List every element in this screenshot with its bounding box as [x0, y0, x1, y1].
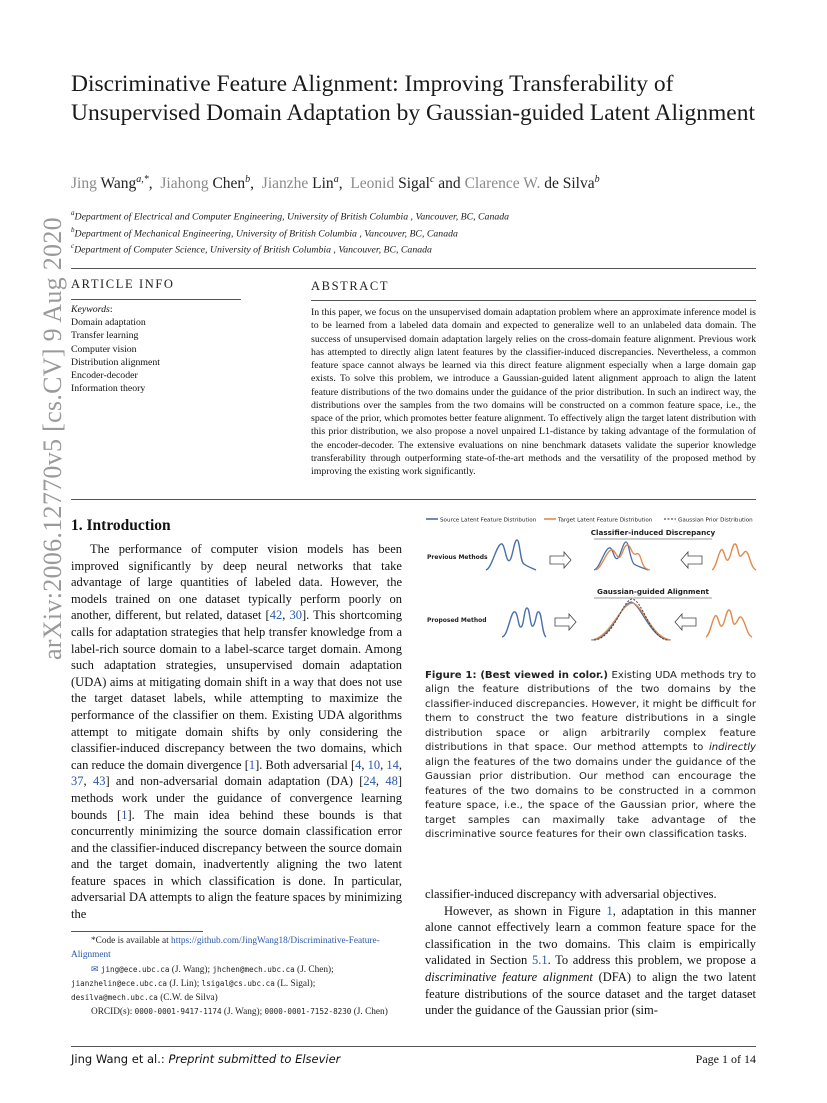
email-link[interactable]: jhchen@mech.ubc.ca: [212, 964, 295, 974]
keyword: Computer vision: [71, 343, 137, 355]
paper-title: Discriminative Feature Alignment: Improving Transferability of Unsupervised Domain Adaptation by Gaussian-guided Latent Alignment: [71, 71, 755, 126]
page-number: Page 1 of 14: [695, 1052, 756, 1066]
row2-source-curve: [502, 608, 546, 637]
intro-paragraph: The performance of computer vision models has been improved significantly by deep neural networks that take advantage of large quantities of labeled data. However, the models trained on one dataset typically perform poorly on another, different, but related, dataset [42, 30]. This shortcoming calls for adaptation strategies that help transfer knowledge from a label-rich source domain to a label-scarce target domain. Among such adaptation strategies, unsupervised domain adaptation (UDA) aims at mitigating domain shift in a way that does not use the target dataset labels, while attempting to maximize the performance of the classifier on them. Existing UDA algorithms attempt to mitigate domain shifts by only considering the classifier-induced discrepancy between the two domains, which can reduce the domain divergence [1]. Both adversarial [4, 10, 14, 37, 43] and non-adversarial domain adaptation (DA) [24, 48] methods work under the guidance of convergence learning bounds [1]. The main idea behind these bounds is that concurrently minimizing the source domain classification error and the classifier-induced discrepancy between the source domain and the target domain, inadvertently aligning the two latent feature spaces in which classification is done. In particular, adversarial DA attempts to align the feature spaces by minimizing the: [71, 542, 403, 922]
row2-label: Proposed Method: [427, 617, 487, 624]
affiliation: $^a$Department of Electrical and Computer Engineering, University of British Columbia , Vancouver, BC, Canada: [71, 209, 510, 223]
article-info-heading: ARTICLE INFO: [71, 277, 175, 291]
keyword: Encoder-decoder: [71, 370, 138, 382]
citation-link[interactable]: 30: [289, 608, 302, 623]
author[interactable]: Jing Wang$^{a,*}$: [71, 174, 149, 193]
email-link[interactable]: jing@ece.ubc.ca: [100, 964, 170, 974]
citation-link[interactable]: 42: [269, 608, 283, 623]
row2-target-curve: [706, 610, 752, 637]
row1-source-curve: [486, 540, 536, 570]
abstract-heading: ABSTRACT: [311, 279, 390, 293]
citation-link[interactable]: 24: [363, 774, 376, 789]
citation-link[interactable]: 1: [248, 757, 256, 772]
affiliation: $^c$Department of Computer Science, University of British Columbia , Vancouver, BC, Canada: [71, 242, 432, 256]
citation-link[interactable]: 37: [71, 774, 84, 789]
email-link[interactable]: desilva@mech.ubc.ca: [71, 993, 158, 1003]
keywords-block: Keywords: Domain adaptation Transfer learning Computer vision Distribution alignment Encoder-decoder Information theory: [71, 303, 241, 395]
keyword: Information theory: [71, 383, 146, 395]
citation-link[interactable]: 4: [355, 757, 362, 772]
section-link[interactable]: 5.1: [531, 953, 548, 968]
row1-mid-target-curve: [596, 545, 650, 570]
keywords-label: Keywords: [71, 304, 110, 315]
divider: [311, 300, 756, 301]
row1-label: Previous Methods: [427, 554, 488, 561]
email-icon: ✉: [91, 964, 99, 975]
author[interactable]: Leonid Sigal$^c$: [350, 174, 435, 193]
citation-link[interactable]: 48: [385, 774, 398, 789]
arrow-left-icon: [681, 552, 702, 568]
affiliation: $^b$Department of Mechanical Engineering, University of British Columbia , Vancouver, BC, Canada: [71, 226, 458, 240]
author[interactable]: Clarence W. de Silva$^b$: [464, 174, 600, 193]
intro-paragraph-right: classifier-induced discrepancy with adversarial objectives. However, as shown in Figure 1, adaptation in this manner alone cannot effectively learn a common feature space for the classification in the two domains. This claim is empirically validated in Section 5.1. To address this problem, we propose a discriminative feature alignment (DFA) to align the two latent feature distributions of the source dataset and the target dataset under the guidance of the Gaussian prior (sim-: [425, 887, 757, 1018]
footer-rule: [71, 1046, 756, 1047]
author-list: Jing Wang$^{a,*}$, Jiahong Chen$^b$, Jianzhe Lin$^a$, Leonid Sigal$^c$ and Clarence W. de Silva$^b$: [71, 174, 600, 193]
divider: [71, 268, 756, 269]
footnote: *Code is available at https://github.com/JingWang18/Discriminative-Feature-Alignment ✉ jing@ece.ubc.ca (J. Wang); jhchen@mech.ubc.ca (J. Chen); jianzhelin@ece.ubc.ca (J. Lin); lsigal@cs.ubc.ca (L. Sigal); desilva@mech.ubc.ca (C.W. de Silva) ORCID(s): 0000-0001-9417-1174 (J. Wang); 0000-0001-7152-8230 (J. Chen): [71, 936, 388, 1018]
citation-link[interactable]: 10: [367, 757, 381, 772]
arrow-right-icon: [550, 552, 571, 568]
arxiv-sidebar: arXiv:2006.12770v5 [cs.CV] 9 Aug 2020: [38, 217, 67, 660]
arrow-right-icon: [555, 614, 576, 630]
footnote-rule: [71, 931, 203, 932]
arrow-left-icon: [675, 614, 696, 630]
divider: [71, 499, 756, 500]
row2-title: Gaussian-guided Alignment: [597, 587, 709, 596]
citation-link[interactable]: 43: [92, 774, 106, 789]
keyword: Domain adaptation: [71, 317, 146, 329]
legend-target: Target Latent Feature Distribution: [558, 517, 653, 524]
row1-title: Classifier-induced Discrepancy: [590, 528, 716, 537]
figure-caption: Figure 1: (Best viewed in color.) Existing UDA methods try to align the feature distributions of the two domains by the classifier-induced discrepancies. However, it might be difficult for them to construct the two feature distributions in a single distribution space or align arbitrarily complex feature distributions in that space. Our method attempts to indirectly align the features of the two domains under the guidance of the Gaussian prior distribution. Our method can encourage the features of the two domains to be constructed in a common feature space, i.e., the space of the Gaussian prior, where the target samples can maximally take advantage of the discriminative source features for their own classification tasks.: [425, 670, 756, 840]
abstract-text: In this paper, we focus on the unsupervised domain adaptation problem where an approximate inference model is to be learned from a labeled data domain and expected to generalize well to an unlabeled data domain. The success of unsupervised domain adaptation largely relies on the cross-domain feature alignment. Previous work has attempted to directly align latent features by the classifier-induced discrepancies. Nevertheless, a common feature space cannot always be learned via this direct feature alignment especially when a large domain gap exists. To solve this problem, we introduce a Gaussian-guided latent alignment approach to align the latent feature distributions of the two domains under the guidance of the prior distribution. In such an indirect way, the distributions over the samples from the two domains will be constructed on a common feature space, i.e., the space of the prior, which promotes better feature alignment. To effectively align the target latent distribution with this prior distribution, we also propose a novel unpaired L1-distance by taking advantage of the formulation of the encoder-decoder. The extensive evaluations on nine benchmark datasets validate the superior knowledge transferability through outperforming state-of-the-art methods and the versatility of the proposed method by improving the existing work significantly.: [311, 307, 756, 477]
author[interactable]: Jiahong Chen$^b$: [160, 174, 251, 193]
legend-source: Source Latent Feature Distribution: [440, 517, 537, 524]
row2-mid-target-curve: [591, 603, 671, 640]
figure-link[interactable]: 1: [606, 903, 613, 918]
citation-link[interactable]: 14: [386, 757, 399, 772]
figure-1: [424, 510, 758, 662]
keyword: Transfer learning: [71, 330, 139, 342]
section-heading: 1. Introduction: [71, 517, 171, 534]
email-link[interactable]: lsigal@cs.ubc.ca: [201, 978, 275, 988]
author[interactable]: Jianzhe Lin$^a$: [261, 174, 339, 193]
footer-left: Jing Wang et al.: Preprint submitted to Elsevier: [71, 1052, 341, 1066]
email-link[interactable]: jianzhelin@ece.ubc.ca: [71, 978, 168, 988]
row1-target-curve: [712, 544, 756, 570]
orcid-link[interactable]: 0000-0001-9417-1174: [134, 1007, 222, 1017]
legend-prior: Gaussian Prior Distribution: [678, 517, 753, 524]
keyword: Distribution alignment: [71, 356, 160, 368]
orcid-link[interactable]: 0000-0001-7152-8230: [264, 1007, 352, 1017]
divider: [71, 299, 241, 300]
code-link[interactable]: https://github.com/JingWang18/Discriminative-Feature-Alignment: [71, 936, 380, 961]
citation-link[interactable]: 1: [121, 807, 128, 822]
